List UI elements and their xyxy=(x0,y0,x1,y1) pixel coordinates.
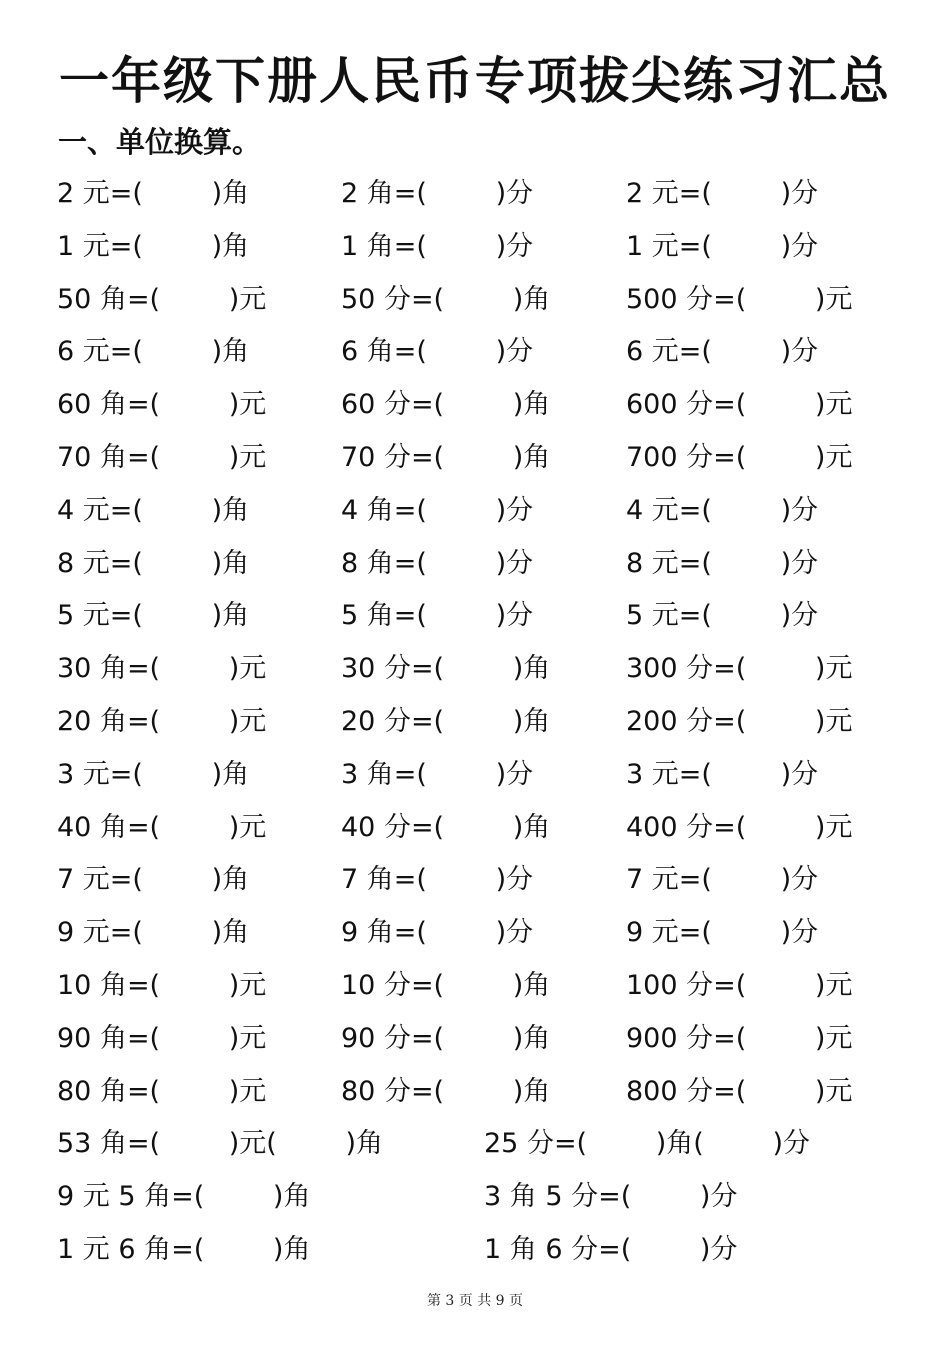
exercise-row xyxy=(0,590,950,643)
exercise-item: 30 分=( )角 xyxy=(341,653,551,685)
exercise-row xyxy=(0,1118,950,1171)
exercise-item: 3 角=( )分 xyxy=(341,758,534,790)
exercise-item: 90 分=( )角 xyxy=(341,1022,551,1054)
exercise-item: 100 分=( )元 xyxy=(626,969,853,1001)
exercise-item: 9 元=( )角 xyxy=(57,917,250,949)
exercise-row xyxy=(0,1224,950,1277)
exercise-row xyxy=(0,696,950,749)
exercise-item: 20 分=( )角 xyxy=(341,705,551,737)
exercise-item: 700 分=( )元 xyxy=(626,441,853,473)
exercise-item: 70 分=( )角 xyxy=(341,441,551,473)
exercise-item: 80 分=( )角 xyxy=(341,1075,551,1107)
exercise-list xyxy=(0,168,950,1277)
exercise-item: 60 角=( )元 xyxy=(57,389,267,421)
exercise-row xyxy=(0,854,950,907)
exercise-row xyxy=(0,274,950,327)
exercise-item: 800 分=( )元 xyxy=(626,1075,853,1107)
exercise-item: 25 分=( )角( )分 xyxy=(484,1128,811,1160)
exercise-item: 1 角 6 分=( )分 xyxy=(484,1233,738,1265)
exercise-item: 2 元=( )角 xyxy=(57,178,250,209)
exercise-item: 1 元 6 角=( )角 xyxy=(57,1233,311,1265)
exercise-item: 5 元=( )分 xyxy=(626,600,819,632)
exercise-item: 9 元 5 角=( )角 xyxy=(57,1181,311,1213)
page-number: 第 3 页 共 9 页 xyxy=(426,1293,524,1309)
exercise-item: 4 元=( )角 xyxy=(57,494,250,526)
exercise-row xyxy=(0,538,950,591)
exercise-item: 7 元=( )角 xyxy=(57,864,250,896)
exercise-row xyxy=(0,485,950,538)
exercise-item: 900 分=( )元 xyxy=(626,1022,853,1054)
exercise-item: 50 角=( )元 xyxy=(57,283,267,315)
exercise-item: 8 角=( )分 xyxy=(341,547,534,579)
exercise-item: 3 元=( )分 xyxy=(626,758,819,790)
exercise-item: 1 角=( )分 xyxy=(341,230,534,262)
exercise-item: 7 元=( )分 xyxy=(626,864,819,896)
exercise-row xyxy=(0,168,950,221)
exercise-row xyxy=(0,1013,950,1066)
exercise-item: 2 角=( )分 xyxy=(341,178,534,209)
exercise-item: 9 元=( )分 xyxy=(626,917,819,949)
exercise-item: 40 角=( )元 xyxy=(57,811,267,843)
exercise-item: 4 角=( )分 xyxy=(341,494,534,526)
exercise-item: 3 元=( )角 xyxy=(57,758,250,790)
exercise-item: 8 元=( )角 xyxy=(57,547,250,579)
exercise-row xyxy=(0,379,950,432)
exercise-row xyxy=(0,326,950,379)
exercise-item: 6 元=( )分 xyxy=(626,336,819,368)
exercise-row xyxy=(0,432,950,485)
exercise-item: 600 分=( )元 xyxy=(626,389,853,421)
exercise-row xyxy=(0,960,950,1013)
exercise-item: 9 角=( )分 xyxy=(341,917,534,949)
exercise-item: 400 分=( )元 xyxy=(626,811,853,843)
exercise-item: 20 角=( )元 xyxy=(57,705,267,737)
exercise-item: 200 分=( )元 xyxy=(626,705,853,737)
exercise-item: 10 角=( )元 xyxy=(57,969,267,1001)
exercise-item: 90 角=( )元 xyxy=(57,1022,267,1054)
page-title: 一年级下册人民币专项拔尖练习汇总 xyxy=(59,52,891,110)
exercise-item: 40 分=( )角 xyxy=(341,811,551,843)
exercise-item: 1 元=( )角 xyxy=(57,230,250,262)
exercise-item: 2 元=( )分 xyxy=(626,178,819,209)
exercise-item: 30 角=( )元 xyxy=(57,653,267,685)
exercise-row xyxy=(0,221,950,274)
exercise-item: 53 角=( )元( )角 xyxy=(57,1128,384,1160)
exercise-row xyxy=(0,1171,950,1224)
exercise-item: 300 分=( )元 xyxy=(626,653,853,685)
section-heading: 一、单位换算。 xyxy=(58,125,262,159)
exercise-item: 80 角=( )元 xyxy=(57,1075,267,1107)
exercise-item: 6 角=( )分 xyxy=(341,336,534,368)
exercise-row xyxy=(0,1066,950,1119)
exercise-item: 10 分=( )角 xyxy=(341,969,551,1001)
exercise-row xyxy=(0,643,950,696)
exercise-item: 8 元=( )分 xyxy=(626,547,819,579)
exercise-item: 5 角=( )分 xyxy=(341,600,534,632)
exercise-item: 4 元=( )分 xyxy=(626,494,819,526)
exercise-row xyxy=(0,907,950,960)
exercise-item: 500 分=( )元 xyxy=(626,283,853,315)
exercise-item: 7 角=( )分 xyxy=(341,864,534,896)
exercise-row xyxy=(0,802,950,855)
exercise-item: 3 角 5 分=( )分 xyxy=(484,1181,738,1213)
exercise-item: 70 角=( )元 xyxy=(57,441,267,473)
exercise-row xyxy=(0,749,950,802)
exercise-item: 6 元=( )角 xyxy=(57,336,250,368)
exercise-item: 50 分=( )角 xyxy=(341,283,551,315)
exercise-item: 60 分=( )角 xyxy=(341,389,551,421)
exercise-item: 5 元=( )角 xyxy=(57,600,250,632)
exercise-item: 1 元=( )分 xyxy=(626,230,819,262)
